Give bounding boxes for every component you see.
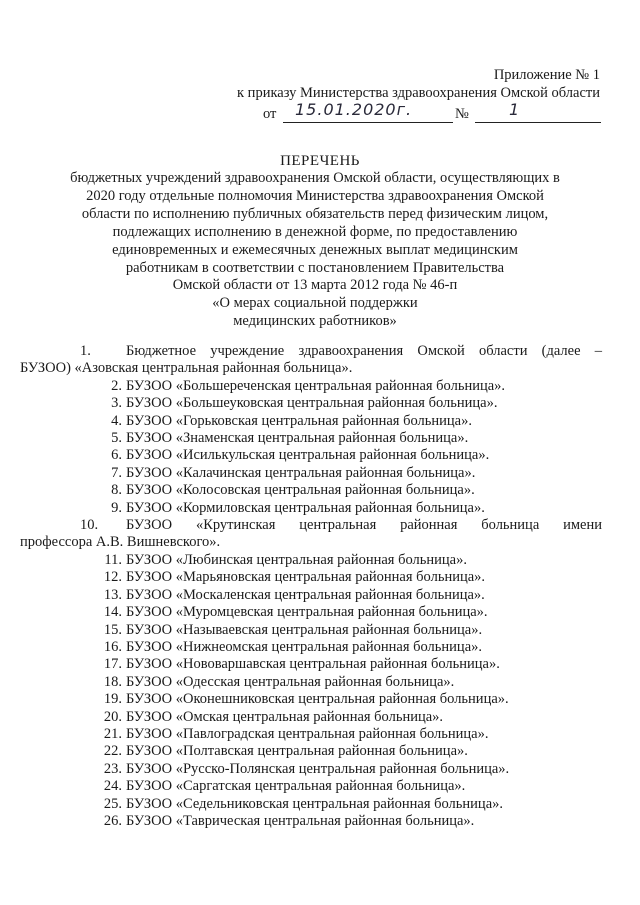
handwritten-date: 15.01.2020г.	[295, 100, 413, 119]
list-item	[80, 656, 602, 673]
institutions-list	[20, 343, 602, 830]
handwritten-number: 1	[509, 100, 521, 119]
order-reference: к приказу Министерства здравоохранения Омской области	[237, 85, 600, 101]
list-item-text: БУЗОО «Марьяновская центральная районная больница».	[126, 569, 486, 586]
list-item	[80, 395, 602, 412]
list-item-text: БУЗОО «Называевская центральная районная больница».	[126, 621, 483, 638]
heading-line: 2020 году отдельные полномочия Министерства здравоохранения Омской	[86, 187, 544, 204]
number-underline	[475, 122, 601, 123]
list-item-number: 18.	[103, 673, 122, 690]
document-heading	[60, 170, 570, 331]
list-item-text: БУЗОО «Горьковская центральная районная больница».	[126, 412, 472, 429]
list-item-number: 1.	[80, 343, 91, 359]
heading-line: «О мерах социальной поддержки	[212, 295, 418, 312]
list-item-text: БУЗОО «Исилькульская центральная районная больница».	[126, 447, 490, 464]
list-item-text: БУЗОО «Павлоградская центральная районная больница».	[126, 725, 489, 742]
list-item-text: БУЗОО «Полтавская центральная районная больница».	[126, 743, 468, 760]
list-item	[80, 674, 602, 691]
heading-line: медицинских работников»	[233, 313, 397, 330]
heading-line: бюджетных учреждений здравоохранения Омской области, осуществляющих в	[70, 170, 560, 186]
list-item-text: БУЗОО «Большереченская центральная районная больница».	[126, 377, 506, 394]
list-item-number: 8.	[111, 482, 122, 499]
list-item-number: 23.	[103, 760, 122, 777]
list-item	[80, 691, 602, 708]
list-item	[80, 500, 602, 517]
list-item-text: БУЗОО «Муромцевская центральная районная больница».	[126, 604, 488, 621]
list-item	[80, 430, 602, 447]
list-item-text: БУЗОО «Калачинская центральная районная больница».	[126, 464, 476, 481]
list-item-number: 3.	[111, 395, 122, 412]
list-item-text: Бюджетное учреждение здравоохранения Омской области (далее –	[126, 343, 602, 359]
list-item-text: БУЗОО «Любинская центральная районная больница».	[126, 551, 467, 568]
list-item-text: БУЗОО «Нововаршавская центральная районная больница».	[126, 656, 500, 673]
list-item	[80, 569, 602, 586]
list-item-text: БУЗОО «Одесская центральная районная больница».	[126, 673, 455, 690]
appendix-label: Приложение № 1	[493, 67, 600, 83]
list-item	[80, 552, 602, 569]
list-item-number: 17.	[103, 656, 122, 673]
date-prefix: от	[263, 106, 277, 122]
list-item-text: БУЗОО «Саргатская центральная районная больница».	[126, 778, 466, 795]
number-label: №	[455, 106, 469, 122]
list-item-number: 2.	[111, 377, 122, 394]
date-underline	[283, 122, 453, 123]
list-item-number: 21.	[103, 725, 122, 742]
list-item	[20, 343, 602, 378]
list-item-number: 26.	[103, 812, 122, 829]
list-item-number: 10.	[80, 517, 99, 534]
list-item-text: БУЗОО «Оконешниковская центральная районная больница».	[126, 691, 509, 708]
list-item-number: 5.	[111, 430, 122, 447]
list-item	[80, 813, 602, 830]
list-item-number: 19.	[103, 691, 122, 708]
list-item-number: 25.	[103, 795, 122, 812]
list-item-number: 6.	[111, 447, 122, 464]
list-item	[80, 639, 602, 656]
list-item-text: БУЗОО «Нижнеомская центральная районная больница».	[126, 638, 483, 655]
list-item-number: 7.	[111, 464, 122, 481]
list-item	[80, 743, 602, 760]
list-item	[80, 796, 602, 813]
list-item	[80, 778, 602, 795]
list-item	[80, 761, 602, 778]
order-date-line	[263, 100, 603, 126]
heading-line: подлежащих исполнению в денежной форме, по предоставлению	[112, 223, 518, 240]
list-item-number: 4.	[111, 412, 122, 429]
list-item-text: БУЗОО «Колосовская центральная районная больница».	[126, 482, 475, 499]
list-item	[80, 447, 602, 464]
list-item	[80, 604, 602, 621]
list-item-continuation: профессора А.В. Вишневского».	[20, 534, 221, 551]
list-item-text: БУЗОО «Крутинская центральная районная больница имени	[126, 517, 602, 534]
list-item-text: БУЗОО «Таврическая центральная районная больница».	[126, 812, 475, 829]
list-item	[80, 378, 602, 395]
list-item-text: БУЗОО «Знаменская центральная районная больница».	[126, 430, 469, 447]
list-item	[80, 465, 602, 482]
list-item-number: 13.	[103, 586, 122, 603]
list-item	[80, 482, 602, 499]
list-item	[20, 517, 602, 552]
list-item	[80, 622, 602, 639]
list-item-number: 20.	[103, 708, 122, 725]
list-item-number: 16.	[103, 638, 122, 655]
list-item	[80, 413, 602, 430]
list-item-continuation: БУЗОО) «Азовская центральная районная больница».	[20, 360, 353, 377]
list-item-text: БУЗОО «Москаленская центральная районная больница».	[126, 586, 485, 603]
list-item-number: 9.	[111, 499, 122, 516]
list-item-text: БУЗОО «Седельниковская центральная районная больница».	[126, 795, 503, 812]
list-item-text: БУЗОО «Омская центральная районная больница».	[126, 708, 444, 725]
list-item-number: 15.	[103, 621, 122, 638]
list-item-number: 14.	[103, 604, 122, 621]
list-item-text: БУЗОО «Большеуковская центральная районная больница».	[126, 395, 498, 412]
list-item-text: БУЗОО «Кормиловская центральная районная больница».	[126, 499, 485, 516]
list-item-number: 12.	[103, 569, 122, 586]
heading-line: работникам в соответствии с постановлением Правительства	[125, 259, 505, 276]
list-item-number: 22.	[103, 743, 122, 760]
list-item	[80, 709, 602, 726]
heading-line: области по исполнению публичных обязательств перед физическим лицом,	[81, 205, 549, 222]
list-item-number: 24.	[103, 778, 122, 795]
heading-line: единовременных и ежемесячных денежных выплат медицинским	[112, 241, 518, 258]
heading-line: Омской области от 13 марта 2012 года № 46-п	[172, 277, 458, 294]
list-item	[80, 587, 602, 604]
list-item-text: БУЗОО «Русско-Полянская центральная районная больница».	[126, 760, 510, 777]
list-item	[80, 726, 602, 743]
list-item-number: 11.	[104, 551, 122, 568]
document-title: ПЕРЕЧЕНЬ	[280, 153, 360, 169]
